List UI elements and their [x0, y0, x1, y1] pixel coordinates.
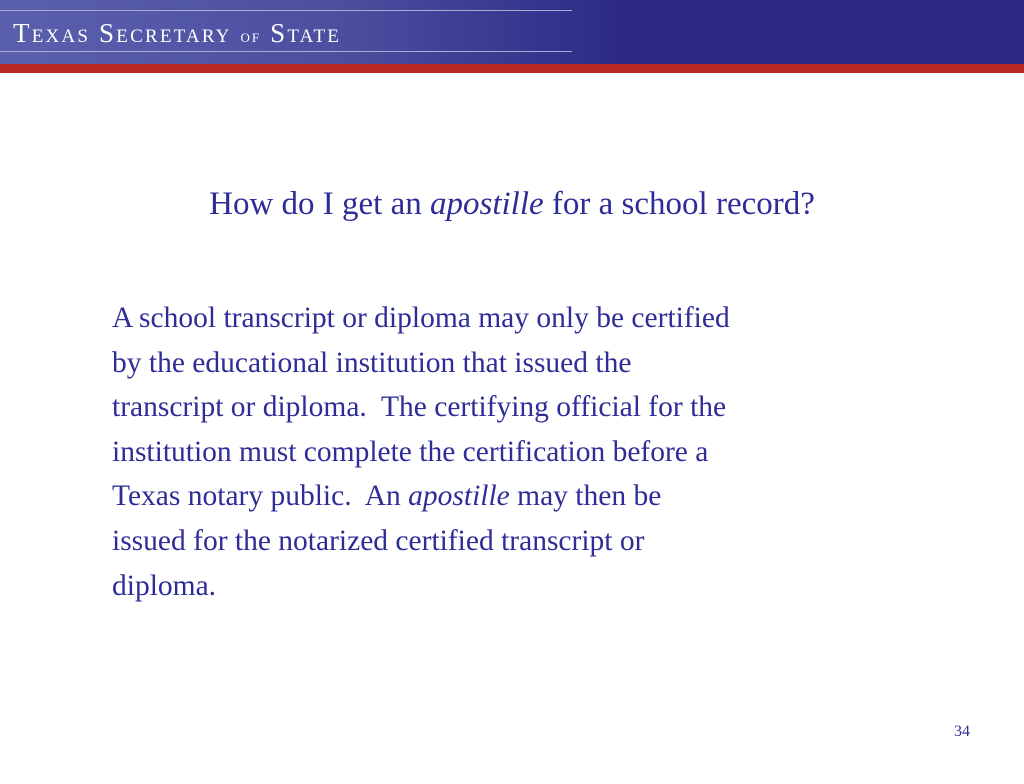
header-title-part1: Texas Secretary — [13, 18, 232, 48]
page-number: 34 — [954, 723, 970, 740]
body-line-5-before: Texas notary public. An — [112, 480, 409, 513]
slide-title — [0, 183, 1024, 225]
body-line-5-emphasis: apostille — [408, 480, 510, 513]
body-line-5 — [112, 474, 912, 519]
header-title-of: of — [240, 26, 262, 46]
body-line-5-after: may then be — [509, 480, 662, 513]
header-rule-top — [0, 10, 572, 11]
slide-title-before: How do I get an — [209, 186, 430, 222]
header-title-part2: State — [270, 18, 342, 48]
header-banner — [0, 0, 1024, 64]
slide-title-after: for a school record? — [543, 186, 815, 222]
body-line-4: institution must complete the certification before a — [112, 435, 709, 468]
body-line-1: A school transcript or diploma may only be certified — [112, 302, 730, 334]
body-line-7: diploma. — [112, 569, 217, 602]
slide-title-emphasis: apostille — [430, 186, 544, 222]
body-line-6: issued for the notarized certified transcript or — [112, 524, 645, 557]
header-rule-bottom — [0, 51, 572, 52]
header-title — [13, 16, 341, 50]
body-paragraph — [112, 296, 912, 608]
header-red-stripe — [0, 64, 1024, 73]
body-line-3: transcript or diploma. The certifying official for the — [112, 391, 727, 424]
body-line-2: by the educational institution that issued the — [112, 346, 632, 379]
